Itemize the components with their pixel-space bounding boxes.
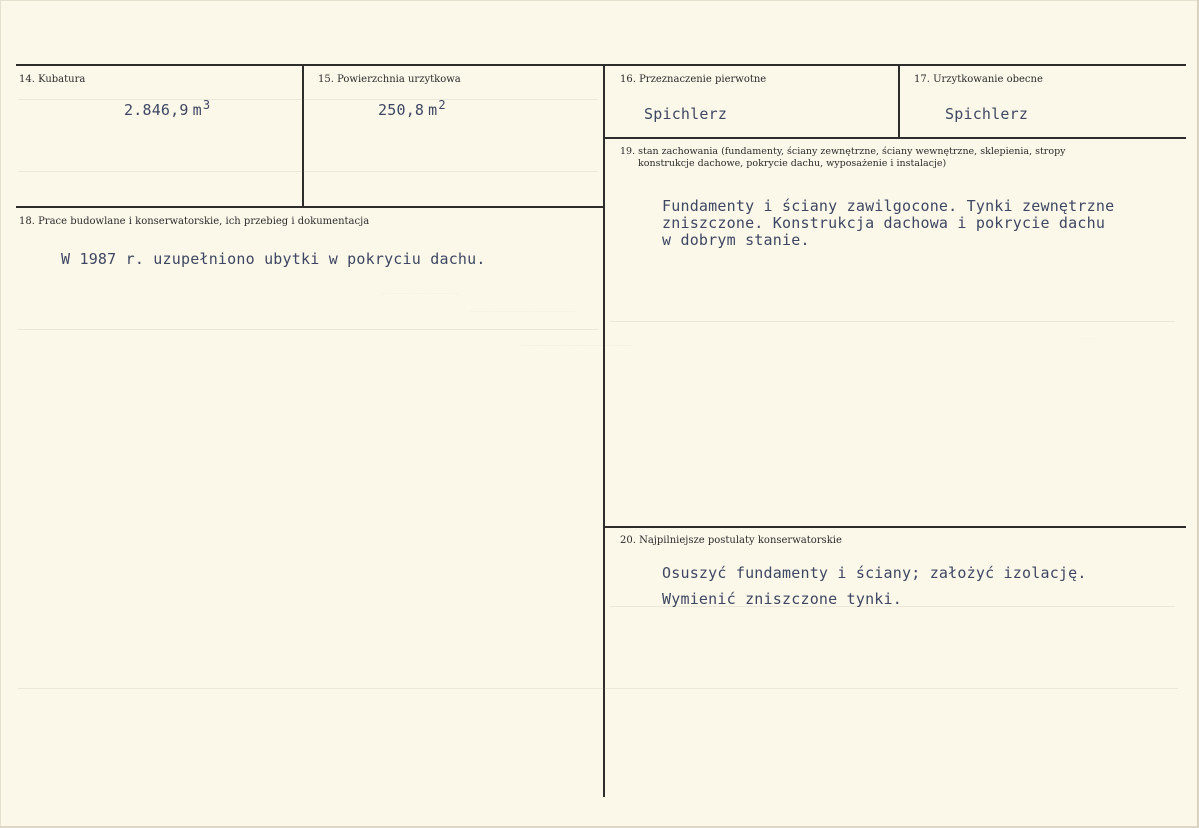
- field-16-value: Spichlerz: [644, 105, 728, 123]
- divider-16-17: [898, 64, 900, 138]
- bleed-text: ...........................................................: [520, 341, 633, 348]
- field-19-value-line-3: w dobrym stanie.: [662, 231, 810, 249]
- field-17-label: 17. Urzytkowanie obecne: [914, 74, 1043, 85]
- top-rule: [16, 64, 1186, 66]
- right-section-19-rule: [605, 137, 1186, 139]
- cubature-unit: m: [192, 101, 202, 119]
- field-14-label: 14. Kubatura: [19, 74, 86, 85]
- divider-14-15: [302, 64, 304, 208]
- right-section-20-rule: [605, 526, 1186, 528]
- field-18-value: W 1987 r. uzupełniono ubytki w pokryciu dachu.: [61, 250, 486, 268]
- usable-area-exponent: 2: [438, 98, 446, 112]
- faint-line: [610, 321, 1175, 322]
- faint-line: [18, 688, 1178, 689]
- middle-left-rule: [16, 206, 605, 208]
- faint-line: [18, 99, 598, 100]
- bleed-text: ........................................................: [470, 307, 577, 314]
- field-17-value: Spichlerz: [945, 105, 1029, 123]
- field-20-value-line-2: Wymienić zniszczone tynki.: [662, 590, 902, 608]
- field-19-label-line-1: 19. stan zachowania (fundamenty, ściany zewnętrzne, ściany wewnętrzne, sklepienia, stropy: [620, 146, 1066, 157]
- field-20-value-line-1: Osuszyć fundamenty i ściany; założyć izolację.: [662, 564, 1087, 582]
- faint-line: [18, 171, 598, 172]
- field-20-label: 20. Najpilniejsze postulaty konserwatorskie: [620, 535, 842, 546]
- cubature-number: 2.846,9: [124, 101, 189, 119]
- field-19-label-line-2: konstrukcje dachowe, pokrycie dachu, wyposażenie i instalacje): [638, 158, 947, 169]
- faint-line: [18, 329, 598, 330]
- field-14-value: [124, 98, 211, 119]
- bleed-text: ..........................................: [380, 289, 461, 296]
- field-19-value-line-2: zniszczone. Konstrukcja dachowa i pokrycie dachu: [662, 214, 1106, 232]
- cubature-exponent: 3: [202, 98, 211, 112]
- field-19-value-line-1: Fundamenty i ściany zawilgocone. Tynki zewnętrzne: [662, 197, 1115, 215]
- field-15-value: [378, 98, 446, 119]
- usable-area-number: 250,8: [378, 101, 425, 119]
- field-18-label: 18. Prace budowlane i konserwatorskie, ich przebieg i dokumentacja: [19, 216, 370, 227]
- field-16-label: 16. Przeznaczenie pierwotne: [620, 74, 767, 85]
- bleed-text: ........: [1080, 334, 1096, 341]
- usable-area-unit: m: [428, 101, 438, 119]
- field-15-label: 15. Powierzchnia urzytkowa: [318, 74, 461, 85]
